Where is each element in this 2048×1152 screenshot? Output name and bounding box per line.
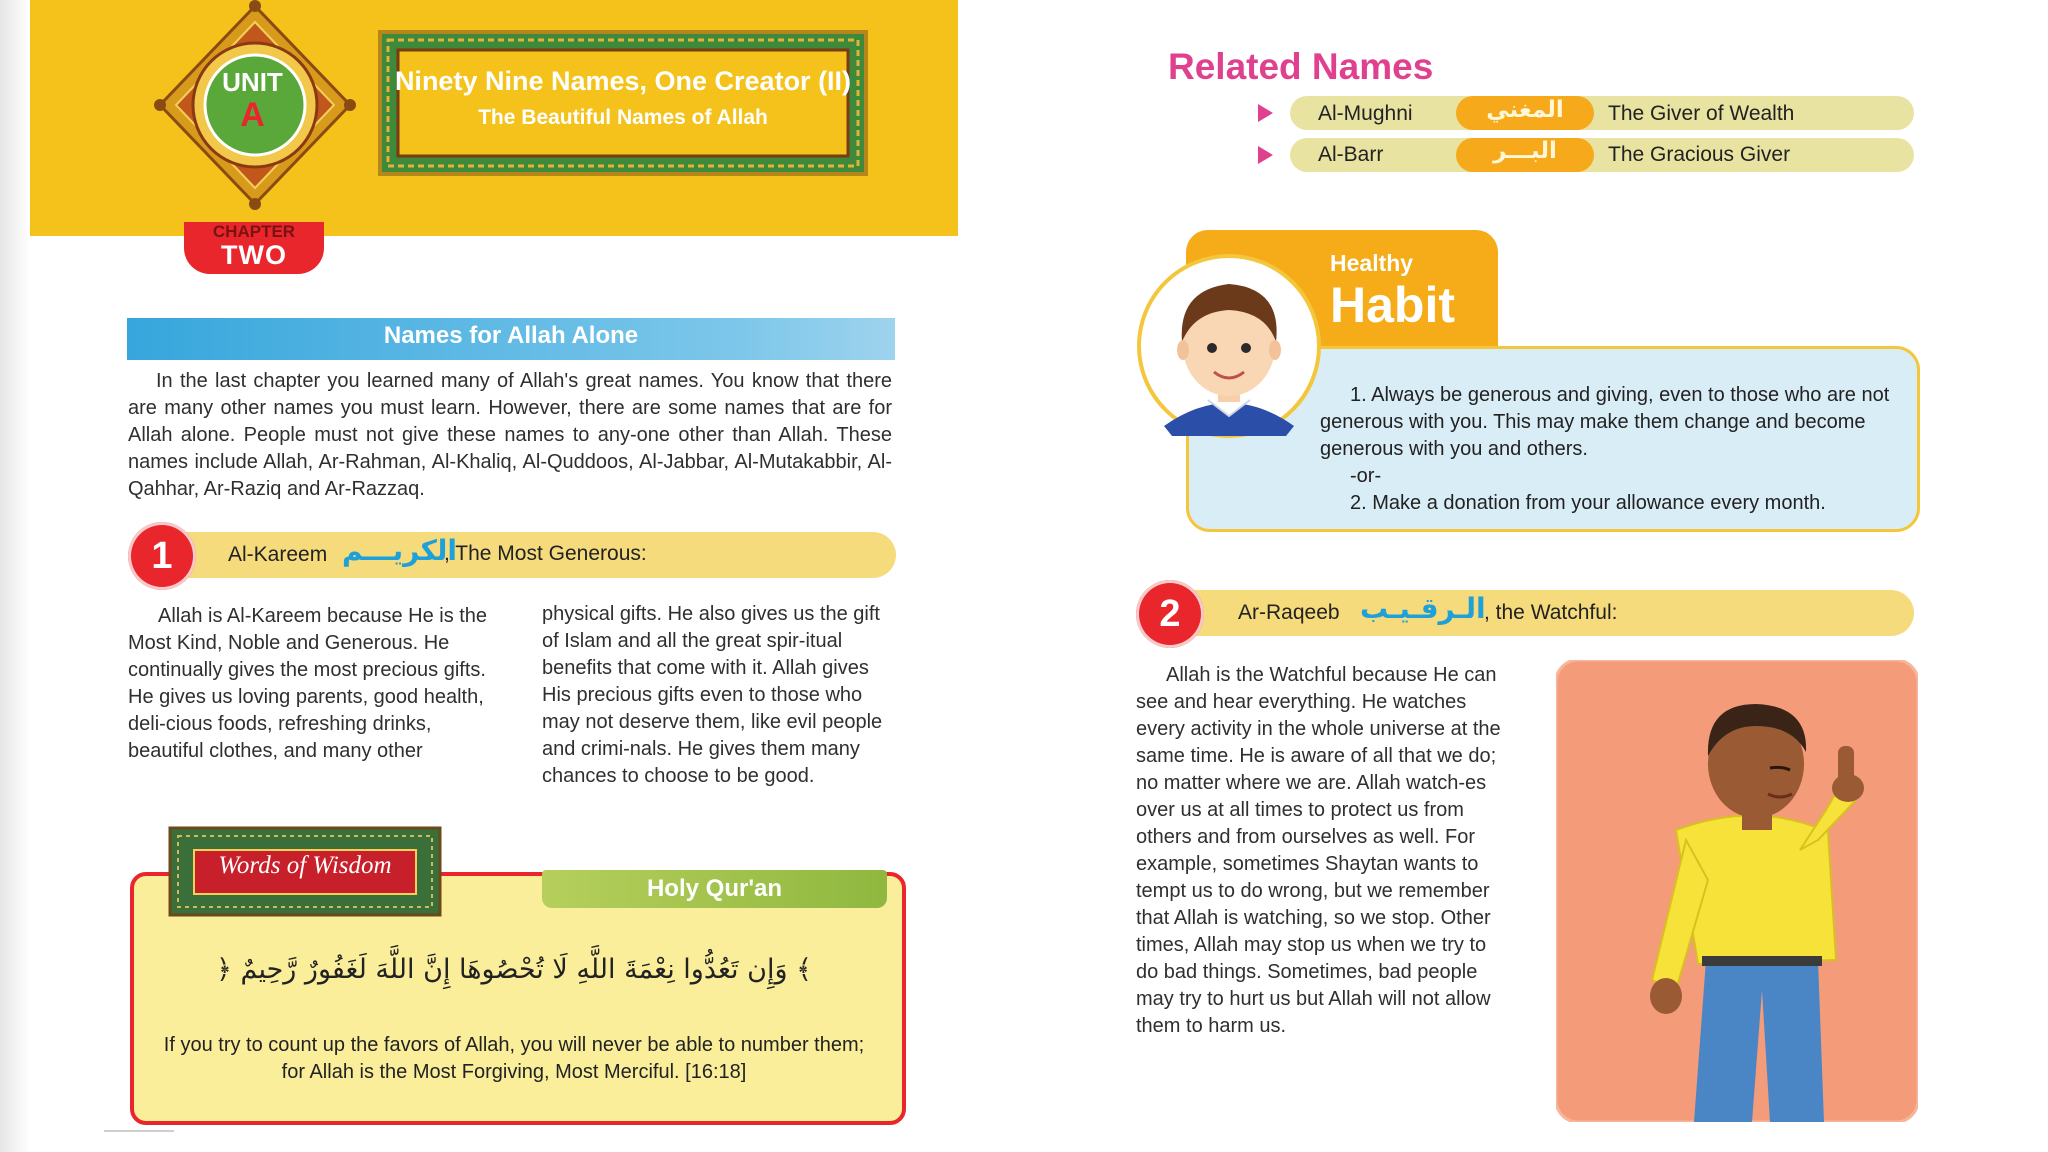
section-title: Names for Allah Alone [383,322,639,349]
related-name-translation: The Giver of Wealth [1608,102,1795,125]
name-translation: , the Watchful: [1484,601,1618,624]
raqeeb-paragraph: Allah is the Watchful because He can see and hear everything. He watches every activity in the whole universe at the same time. He is aware of all that we do; no matter where we are. Allah watch-es over us at all times to protect us from others and from ourselves as well. For example, sometimes Shaytan wants to tempt us to do wrong, but we remember that Allah is watching, so we stop. Other times, Allah may stop us when we try to do bad things. Sometimes, bad people may try to hurt us but Allah will not allow them to harm us. [1136,664,1501,1037]
name-latin: Al-Kareem [228,543,328,566]
related-name-translation: The Gracious Giver [1608,143,1791,166]
name-latin: Ar-Raqeeb [1238,601,1340,624]
name-number-badge: 1 [128,522,196,590]
related-name-latin: Al-Barr [1318,143,1384,166]
title-frame-ornament [378,30,868,176]
footer-line [104,1130,174,1132]
kareem-column-1: Allah is Al-Kareem because He is the Most Kind, Noble and Generous. He continually gives the most precious gifts. He gives us loving parents, good health, deli-cious foods, refreshing drinks, beautiful clothes, and many other [128,605,488,762]
related-names-title: Related Names [1168,46,1434,87]
arrow-right-icon [1258,104,1273,122]
name-translation: , The Most Generous: [444,542,647,565]
related-name-latin: Al-Mughni [1318,102,1413,125]
arrow-right-icon [1258,146,1273,164]
related-name-arabic: المغني [1486,97,1564,123]
intro-paragraph: In the last chapter you learned many of Allah's great names. You know that there are many other names you must learn. However, there are some names that are for Allah alone. People must not give these names to any-one other than Allah. These names include Allah, Ar-Rahman, Al-Khaliq, Al-Quddoos, Al-Jabbar, Al-Mutakabbir, Al-Qahhar, Ar-Raziq and Ar-Razzaq. [128,370,892,500]
healthy-habit-text [1320,382,1910,517]
habit-item-2: 2. Make a donation from your allowance every month. [1350,492,1826,514]
boy-portrait-illustration [1136,250,1322,442]
page-gutter-shadow [0,0,30,1152]
unit-letter: A [240,96,265,134]
words-of-wisdom-label: Words of Wisdom [218,852,392,879]
ayah-translation: If you try to count up the favors of Allah, you will never be able to number them; for Allah is the Most Forgiving, Most Merciful. [16:18] [163,1034,865,1083]
name-arabic: الـرقـيـب [1360,592,1486,625]
related-name-bar [1290,138,1914,172]
habit-or: -or- [1350,465,1382,487]
unit-label: UNIT [222,67,283,97]
holy-quran-label: Holy Qur'an [646,875,783,902]
chapter-number: TWO [221,240,287,270]
healthy-habit-big-label: Habit [1330,277,1455,333]
habit-item-1: 1. Always be generous and giving, even to those who are not generous with you. This may make them change and become generous with you and others. [1320,384,1890,460]
quran-ayah: ﴿ وَإِن تَعُدُّوا نِعْمَةَ اللَّهِ لَا تُحْصُوهَا إِنَّ اللَّهَ لَغَفُورٌ رَّحِيمٌ ﴾ [216,954,812,985]
healthy-habit-small-label: Healthy [1330,250,1414,276]
related-name-arabic: البـــر [1493,138,1557,164]
name-arabic: الكريـــم [342,534,457,567]
chapter-label: CHAPTER [212,222,296,241]
chapter-title: Ninety Nine Names, One Creator (II) [394,66,852,96]
chapter-subtitle: The Beautiful Names of Allah [478,106,768,129]
name-number-badge: 2 [1136,580,1204,648]
boy-pointing-illustration [1556,660,1918,1122]
kareem-column-2: physical gifts. He also gives us the gift of Islam and all the great spir-itual benefits that come with it. Allah gives His precious gifts even to those who may not deserve them, like evil people and crimi-nals. He gives them many chances to choose to be good. [542,603,883,787]
